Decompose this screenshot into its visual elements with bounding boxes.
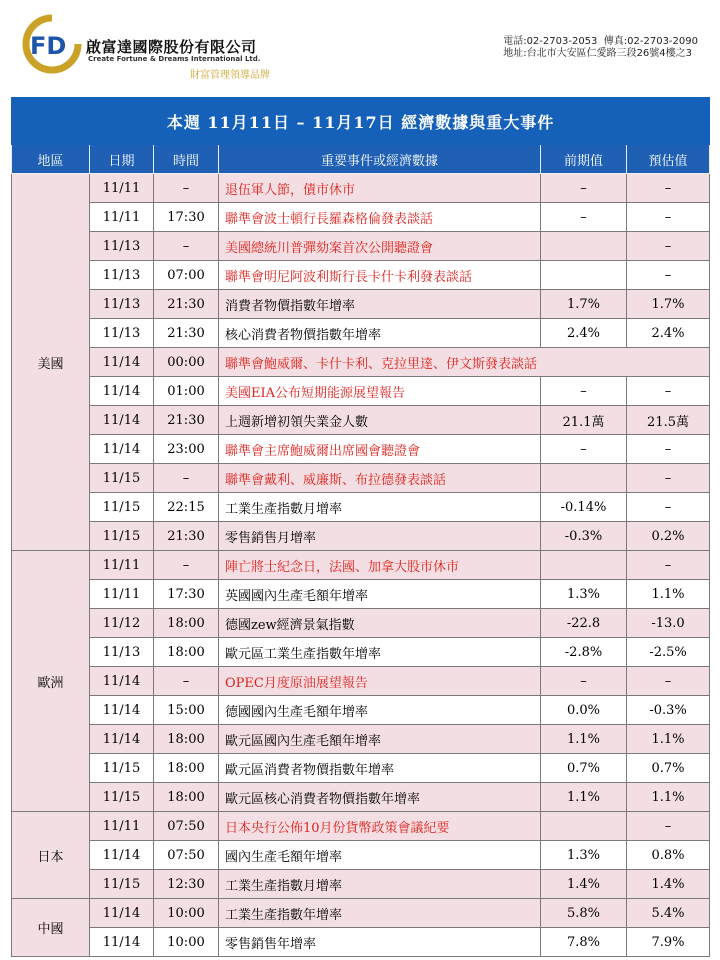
table-row <box>12 638 710 667</box>
previous-value-cell: -22.8 <box>541 609 627 638</box>
company-name: 啟富達國際股份有限公司 <box>86 38 257 56</box>
event-cell: 聯準會明尼阿波利斯行長卡什卡利發表談話 <box>219 261 541 290</box>
event-cell: 上週新增初領失業金人數 <box>219 406 541 435</box>
forecast-value-cell: 2.4% <box>627 319 710 348</box>
event-cell: 零售銷售年增率 <box>219 928 541 957</box>
date-cell: 11/15 <box>90 870 154 899</box>
forecast-value-cell: – <box>627 435 710 464</box>
fax-number: 傳真:02-2703-2090 <box>603 36 698 47</box>
forecast-value-cell: – <box>627 812 710 841</box>
table-row <box>12 493 710 522</box>
date-cell: 11/14 <box>90 696 154 725</box>
region-cell: 美國 <box>12 174 90 551</box>
time-cell: 15:00 <box>154 696 219 725</box>
table-row <box>12 696 710 725</box>
contact-address: 地址:台北市大安區仁愛路三段26號4樓之3 <box>503 48 693 59</box>
time-cell: 17:30 <box>154 580 219 609</box>
previous-value-cell: – <box>541 174 627 203</box>
table-row <box>12 754 710 783</box>
contact-info <box>503 36 698 60</box>
date-cell: 11/11 <box>90 812 154 841</box>
table-row <box>12 928 710 957</box>
time-cell: 18:00 <box>154 754 219 783</box>
economic-events-table <box>11 97 710 957</box>
event-cell: 日本央行公佈10月份貨幣政策會議紀要 <box>219 812 541 841</box>
contact-phone-fax <box>503 36 698 48</box>
time-cell: – <box>154 667 219 696</box>
previous-value-cell: 2.4% <box>541 319 627 348</box>
previous-value-cell: 0.0% <box>541 696 627 725</box>
event-cell: 聯準會波士頓行長羅森格倫發表談話 <box>219 203 541 232</box>
previous-value-cell <box>541 551 627 580</box>
previous-value-cell: 1.4% <box>541 870 627 899</box>
forecast-value-cell: – <box>627 174 710 203</box>
event-cell: 美國總統川普彈劾案首次公開聽證會 <box>219 232 541 261</box>
table-row <box>12 522 710 551</box>
time-cell: 07:50 <box>154 841 219 870</box>
column-header-region: 地區 <box>12 145 90 174</box>
table-title-row <box>12 98 710 145</box>
date-cell: 11/14 <box>90 725 154 754</box>
date-cell: 11/11 <box>90 580 154 609</box>
event-cell: 陣亡將士紀念日，法國、加拿大股市休市 <box>219 551 541 580</box>
previous-value-cell: 1.3% <box>541 841 627 870</box>
forecast-value-cell: -13.0 <box>627 609 710 638</box>
forecast-value-cell: – <box>627 377 710 406</box>
previous-value-cell: 1.1% <box>541 725 627 754</box>
event-cell: OPEC月度原油展望報告 <box>219 667 541 696</box>
event-cell: 聯準會主席鮑威爾出席國會聽證會 <box>219 435 541 464</box>
region-cell: 中國 <box>12 899 90 957</box>
date-cell: 11/11 <box>90 203 154 232</box>
previous-value-cell: 0.7% <box>541 754 627 783</box>
forecast-value-cell: – <box>627 464 710 493</box>
company-name-english: Create Fortune & Dreams International Ltd. <box>88 55 261 63</box>
event-cell: 工業生產指數月增率 <box>219 493 541 522</box>
forecast-value-cell: 7.9% <box>627 928 710 957</box>
date-cell: 11/14 <box>90 667 154 696</box>
table-row <box>12 232 710 261</box>
table-row <box>12 870 710 899</box>
event-cell: 工業生產指數月增率 <box>219 870 541 899</box>
column-header-previous: 前期值 <box>541 145 627 174</box>
region-cell: 歐洲 <box>12 551 90 812</box>
previous-value-cell: – <box>541 435 627 464</box>
table-row <box>12 319 710 348</box>
event-cell: 歐元區工業生產指數年增率 <box>219 638 541 667</box>
date-cell: 11/14 <box>90 928 154 957</box>
time-cell: 21:30 <box>154 522 219 551</box>
previous-value-cell: 1.1% <box>541 783 627 812</box>
time-cell: 10:00 <box>154 928 219 957</box>
table-row <box>12 348 710 377</box>
table-row <box>12 841 710 870</box>
time-cell: 23:00 <box>154 435 219 464</box>
date-cell: 11/14 <box>90 377 154 406</box>
date-cell: 11/11 <box>90 174 154 203</box>
company-logo-icon <box>22 14 82 74</box>
event-cell: 聯準會鮑威爾、卡什卡利、克拉里達、伊文斯發表談話 <box>219 348 710 377</box>
time-cell: 18:00 <box>154 783 219 812</box>
table-row <box>12 203 710 232</box>
event-cell: 德國國內生產毛額年增率 <box>219 696 541 725</box>
previous-value-cell: -0.14% <box>541 493 627 522</box>
event-cell: 美國EIA公布短期能源展望報告 <box>219 377 541 406</box>
table-row <box>12 174 710 203</box>
date-cell: 11/15 <box>90 464 154 493</box>
date-cell: 11/15 <box>90 754 154 783</box>
time-cell: 18:00 <box>154 725 219 754</box>
previous-value-cell <box>541 464 627 493</box>
previous-value-cell: 21.1萬 <box>541 406 627 435</box>
date-cell: 11/11 <box>90 551 154 580</box>
date-cell: 11/14 <box>90 899 154 928</box>
time-cell: – <box>154 464 219 493</box>
date-cell: 11/14 <box>90 841 154 870</box>
previous-value-cell: – <box>541 377 627 406</box>
previous-value-cell: -0.3% <box>541 522 627 551</box>
previous-value-cell <box>541 261 627 290</box>
date-cell: 11/14 <box>90 348 154 377</box>
events-table-container <box>11 97 709 957</box>
event-cell: 核心消費者物價指數年增率 <box>219 319 541 348</box>
date-cell: 11/13 <box>90 319 154 348</box>
time-cell: 12:30 <box>154 870 219 899</box>
previous-value-cell: 7.8% <box>541 928 627 957</box>
previous-value-cell <box>541 232 627 261</box>
date-cell: 11/12 <box>90 609 154 638</box>
date-cell: 11/14 <box>90 406 154 435</box>
forecast-value-cell: – <box>627 203 710 232</box>
time-cell: – <box>154 232 219 261</box>
forecast-value-cell: – <box>627 667 710 696</box>
svg-text:FD: FD <box>30 32 67 60</box>
time-cell: 22:15 <box>154 493 219 522</box>
previous-value-cell <box>541 812 627 841</box>
previous-value-cell: 1.3% <box>541 580 627 609</box>
phone-number: 電話:02-2703-2053 <box>503 36 598 47</box>
forecast-value-cell: – <box>627 493 710 522</box>
table-row <box>12 667 710 696</box>
date-cell: 11/13 <box>90 638 154 667</box>
time-cell: – <box>154 551 219 580</box>
event-cell: 歐元區國內生產毛額年增率 <box>219 725 541 754</box>
event-cell: 英國國內生產毛額年增率 <box>219 580 541 609</box>
table-row <box>12 406 710 435</box>
column-header-date: 日期 <box>90 145 154 174</box>
table-row <box>12 377 710 406</box>
event-cell: 零售銷售月增率 <box>219 522 541 551</box>
column-header-event: 重要事件或經濟數據 <box>219 145 541 174</box>
table-row <box>12 783 710 812</box>
table-row <box>12 261 710 290</box>
event-cell: 歐元區核心消費者物價指數年增率 <box>219 783 541 812</box>
previous-value-cell: 5.8% <box>541 899 627 928</box>
date-cell: 11/15 <box>90 522 154 551</box>
event-cell: 工業生產指數年增率 <box>219 899 541 928</box>
table-row <box>12 812 710 841</box>
table-row <box>12 725 710 754</box>
event-cell: 歐元區消費者物價指數年增率 <box>219 754 541 783</box>
date-cell: 11/15 <box>90 783 154 812</box>
time-cell: 18:00 <box>154 609 219 638</box>
previous-value-cell: – <box>541 203 627 232</box>
page-header <box>0 0 720 96</box>
forecast-value-cell: 1.1% <box>627 725 710 754</box>
time-cell: 21:30 <box>154 406 219 435</box>
time-cell: 17:30 <box>154 203 219 232</box>
forecast-value-cell: – <box>627 261 710 290</box>
column-header-forecast: 預估值 <box>627 145 710 174</box>
table-row <box>12 609 710 638</box>
forecast-value-cell: 0.2% <box>627 522 710 551</box>
event-cell: 國內生產毛額年增率 <box>219 841 541 870</box>
date-cell: 11/14 <box>90 435 154 464</box>
forecast-value-cell: 1.7% <box>627 290 710 319</box>
column-header-time: 時間 <box>154 145 219 174</box>
table-header-row <box>12 145 710 174</box>
time-cell: 10:00 <box>154 899 219 928</box>
time-cell: 18:00 <box>154 638 219 667</box>
date-cell: 11/13 <box>90 290 154 319</box>
time-cell: 00:00 <box>154 348 219 377</box>
region-cell: 日本 <box>12 812 90 899</box>
table-row <box>12 551 710 580</box>
company-slogan: 財富管理領導品牌 <box>190 70 270 81</box>
table-row <box>12 899 710 928</box>
event-cell: 德國zew經濟景氣指數 <box>219 609 541 638</box>
date-cell: 11/13 <box>90 232 154 261</box>
time-cell: 01:00 <box>154 377 219 406</box>
forecast-value-cell: – <box>627 232 710 261</box>
forecast-value-cell: -2.5% <box>627 638 710 667</box>
time-cell: 21:30 <box>154 290 219 319</box>
forecast-value-cell: 1.1% <box>627 783 710 812</box>
table-row <box>12 290 710 319</box>
forecast-value-cell: 21.5萬 <box>627 406 710 435</box>
time-cell: 07:00 <box>154 261 219 290</box>
previous-value-cell: 1.7% <box>541 290 627 319</box>
forecast-value-cell: 0.7% <box>627 754 710 783</box>
previous-value-cell: -2.8% <box>541 638 627 667</box>
date-cell: 11/15 <box>90 493 154 522</box>
time-cell: 07:50 <box>154 812 219 841</box>
table-row <box>12 435 710 464</box>
forecast-value-cell: – <box>627 551 710 580</box>
table-row <box>12 580 710 609</box>
forecast-value-cell: 1.1% <box>627 580 710 609</box>
time-cell: – <box>154 174 219 203</box>
table-row <box>12 464 710 493</box>
forecast-value-cell: -0.3% <box>627 696 710 725</box>
table-title: 本週 11月11日 – 11月17日 經濟數據與重大事件 <box>12 98 710 145</box>
forecast-value-cell: 1.4% <box>627 870 710 899</box>
forecast-value-cell: 0.8% <box>627 841 710 870</box>
forecast-value-cell: 5.4% <box>627 899 710 928</box>
event-cell: 聯準會戴利、威廉斯、布拉德發表談話 <box>219 464 541 493</box>
time-cell: 21:30 <box>154 319 219 348</box>
date-cell: 11/13 <box>90 261 154 290</box>
previous-value-cell: – <box>541 667 627 696</box>
event-cell: 退伍軍人節，債市休市 <box>219 174 541 203</box>
event-cell: 消費者物價指數年增率 <box>219 290 541 319</box>
table-body <box>12 174 710 957</box>
